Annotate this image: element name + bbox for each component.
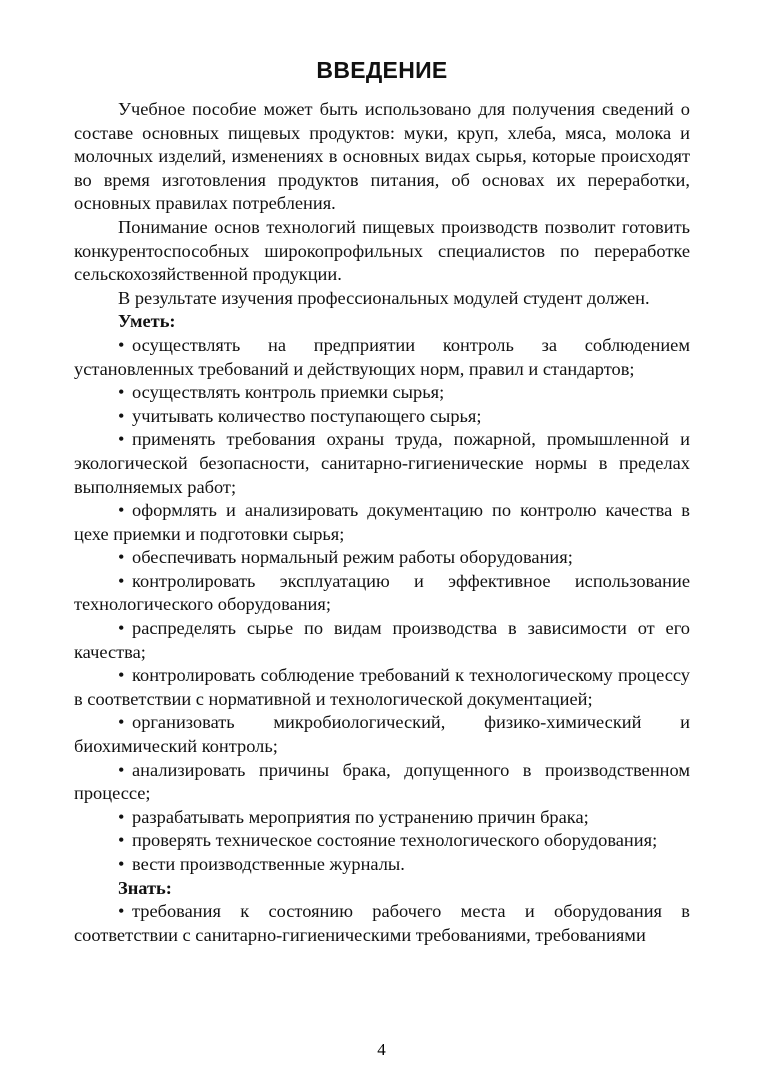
- list-item: [74, 711, 690, 758]
- intro-paragraph: Понимание основ технологий пищевых производств позволит готовить конкурентоспособных широкопрофильных специалистов по переработке сельскохозяйственной продукции.: [74, 216, 690, 285]
- skills-list: [74, 334, 690, 877]
- list-item: [74, 546, 690, 570]
- bullet-icon: •: [118, 570, 125, 591]
- list-item: [74, 334, 690, 381]
- list-item-text: анализировать причины брака, допущенного в производственном процессе;: [74, 759, 690, 804]
- bullet-icon: •: [118, 665, 125, 686]
- list-item: [74, 570, 690, 617]
- list-item: [74, 405, 690, 429]
- list-item: [74, 664, 690, 711]
- intro-paragraph: В результате изучения профессиональных модулей студент должен.: [118, 287, 650, 308]
- list-item: [74, 617, 690, 664]
- list-item: [74, 829, 690, 853]
- list-item-text: применять требования охраны труда, пожарной, промышленной и экологической безопасности, санитарно-гигиенические нормы в пределах выполняемых работ;: [74, 429, 690, 497]
- list-item: [74, 381, 690, 405]
- list-item-text: контролировать эксплуатацию и эффективное использование технологического оборудования;: [74, 570, 690, 615]
- list-item-text: проверять техническое состояние технологического оборудования;: [132, 830, 658, 851]
- list-item: [74, 853, 690, 877]
- page-title: ВВЕДЕНИЕ: [316, 57, 448, 83]
- bullet-icon: •: [118, 334, 125, 355]
- list-item-text: осуществлять контроль приемки сырья;: [132, 382, 445, 403]
- bullet-icon: •: [118, 806, 125, 827]
- list-item-text: требования к состоянию рабочего места и оборудования в соответствии с санитарно-гигиеническими требованиями, требованиями: [74, 901, 690, 945]
- page-number: 4: [377, 1040, 386, 1059]
- list-item: [74, 900, 690, 947]
- list-item-text: разрабатывать мероприятия по устранению причин брака;: [132, 806, 589, 827]
- list-item-text: вести производственные журналы.: [132, 854, 405, 874]
- list-item-text: обеспечивать нормальный режим работы оборудования;: [132, 547, 573, 568]
- list-item-text: распределять сырье по видам производства в зависимости от его качества;: [74, 618, 690, 662]
- list-item-text: осуществлять на предприятии контроль за соблюдением установленных требований и действующих норм, правил и стандартов;: [74, 334, 690, 379]
- list-item-text: организовать микробиологический, физико-химический и биохимический контроль;: [74, 712, 690, 757]
- bullet-icon: •: [118, 618, 125, 639]
- list-item-text: оформлять и анализировать документацию по контролю качества в цехе приемки и подготовки сырья;: [74, 500, 690, 544]
- knowledge-heading: Знать:: [118, 877, 172, 898]
- list-item: [74, 759, 690, 806]
- bullet-icon: •: [118, 500, 125, 521]
- list-item: [74, 806, 690, 830]
- list-item: [74, 428, 690, 499]
- bullet-icon: •: [118, 901, 125, 922]
- bullet-icon: •: [118, 759, 125, 780]
- list-item-text: контролировать соблюдение требований к технологическому процессу в соответствии с нормативной и технологической документацией;: [74, 665, 690, 709]
- bullet-icon: •: [118, 854, 125, 874]
- bullet-icon: •: [118, 547, 125, 568]
- bullet-icon: •: [118, 382, 125, 403]
- bullet-icon: •: [118, 830, 125, 851]
- bullet-icon: •: [118, 429, 125, 450]
- bullet-icon: •: [118, 712, 125, 733]
- page-content: [74, 56, 690, 947]
- bullet-icon: •: [118, 405, 125, 426]
- list-item: [74, 499, 690, 546]
- intro-paragraph: Учебное пособие может быть использовано для получения сведений о составе основных пищевых продуктов: муки, круп, хлеба, мяса, молока и молочных изделий, изменениях в основных видах сырья, которые происходят во время изготовления продуктов питания, об основах их переработки, основных правилах потребления.: [74, 99, 690, 214]
- list-item-text: учитывать количество поступающего сырья;: [132, 405, 482, 426]
- skills-heading: Уметь:: [118, 311, 176, 332]
- knowledge-list: [74, 900, 690, 947]
